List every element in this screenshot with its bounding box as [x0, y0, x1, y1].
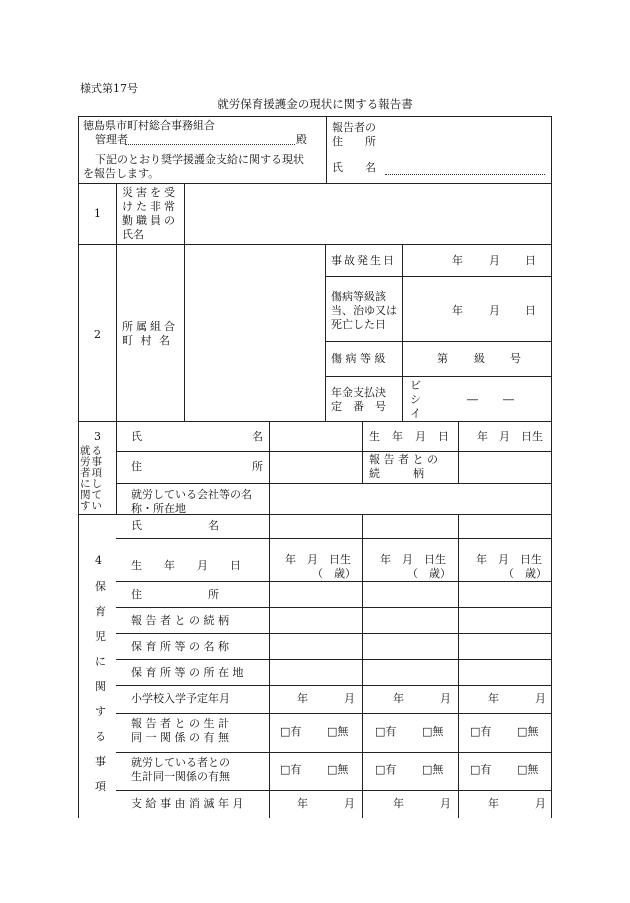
- child3-birth: 年 月 日生: [476, 553, 542, 566]
- child1-reporter-yes[interactable]: □有: [280, 725, 302, 738]
- sec3-birth-value: 年 月 日生: [477, 430, 543, 443]
- addressee-manager: 管理者: [95, 133, 128, 146]
- child2-worker-yes[interactable]: □有: [375, 763, 397, 776]
- sec1-number: 1: [94, 207, 101, 220]
- sec4-row-worker-livelihood-2: 生計同一関係の有無: [131, 770, 230, 783]
- sec4-row-nursery-address: 保 育 所 等 の 所 在 地: [131, 666, 244, 679]
- child3-reporter-yes[interactable]: □有: [470, 725, 492, 738]
- sec3-company-1: 就労している会社等の名: [131, 488, 252, 501]
- sec4-row-name: 氏 名: [131, 519, 219, 532]
- pension-label-1: 年金支払決: [331, 386, 386, 399]
- child3-term-month: 月: [535, 797, 546, 810]
- sec4-vert-8: 事: [95, 755, 106, 768]
- sec4-vert-5: 関: [95, 680, 106, 693]
- sec3-birth-3: 月: [415, 430, 426, 443]
- addressee-org: 徳島県市町村総合事務組合: [83, 119, 215, 132]
- sec4-vert-3: 児: [95, 630, 106, 643]
- sec3-vert-3: 者項: [80, 467, 103, 479]
- child2-school-year: 年: [393, 692, 404, 705]
- sec3-birth-2: 年: [392, 430, 403, 443]
- child2-school-month: 月: [440, 692, 451, 705]
- sec2-label-1: 所属組合: [122, 320, 178, 333]
- child1-term-year: 年: [297, 797, 308, 810]
- sec4-row-birth: 生 年 月 日: [131, 559, 241, 572]
- child3-school-month: 月: [535, 692, 546, 705]
- pension-dash-2: ―: [503, 393, 514, 406]
- sec3-relation-1: 報 告 者 と の: [369, 453, 438, 466]
- sec3-number: 3: [94, 430, 101, 443]
- reporter-name-line: [385, 174, 545, 175]
- accident-year: 年: [452, 254, 463, 267]
- child1-school-year: 年: [297, 692, 308, 705]
- sec4-vert-1: 保: [95, 580, 106, 593]
- grade-dai: 第: [437, 352, 448, 365]
- sec3-vert-2: 労事: [80, 456, 103, 468]
- sec4-row-nursery-name: 保 育 所 等 の 名 称: [131, 640, 229, 653]
- form-number: 様式第17号: [80, 82, 138, 95]
- sec3-vert-4: にし: [80, 478, 103, 490]
- kana-shi: シ: [410, 393, 421, 406]
- sec4-number: 4: [95, 554, 102, 567]
- child3-age: （ 歳）: [503, 567, 547, 580]
- sec1-label-2: けた非常: [122, 200, 178, 213]
- child1-school-month: 月: [344, 692, 355, 705]
- sec3-name-label: 氏: [131, 430, 142, 443]
- child2-reporter-yes[interactable]: □有: [375, 725, 397, 738]
- accident-month: 月: [489, 254, 500, 267]
- addressee-honorific: 殿: [296, 133, 307, 146]
- child2-reporter-no[interactable]: □無: [422, 725, 444, 738]
- sec4-vert-9: 項: [95, 780, 106, 793]
- disability-year: 年: [452, 304, 463, 317]
- reporter-label: 報告者の: [332, 121, 376, 134]
- child2-term-year: 年: [393, 797, 404, 810]
- child1-age: （ 歳）: [312, 567, 356, 580]
- reporter-name-label: 氏 名: [332, 161, 376, 174]
- child1-worker-no[interactable]: □無: [327, 763, 349, 776]
- sec4-vert-6: す: [95, 705, 106, 718]
- sec4-row-livelihood-1: 報 告 者 と の 生 計: [131, 717, 229, 730]
- disability-label-2: 当、治ゆ又は: [331, 304, 397, 317]
- manager-name-line: [125, 144, 295, 145]
- child3-school-year: 年: [488, 692, 499, 705]
- child1-term-month: 月: [344, 797, 355, 810]
- pension-label-2: 定 番 号: [331, 400, 386, 413]
- sec3-birth-4: 日: [438, 430, 449, 443]
- sec4-row-livelihood-2: 同 一 関 係 の 有 無: [131, 731, 229, 744]
- sec3-birth-1: 生: [369, 430, 380, 443]
- grade-kyu: 級: [474, 352, 485, 365]
- child1-birth: 年 月 日生: [285, 553, 351, 566]
- child2-age: （ 歳）: [407, 567, 451, 580]
- sec2-label-2: 町 村 名: [122, 334, 172, 347]
- form-title: 就労保育援護金の現状に関する報告書: [217, 97, 413, 111]
- child3-worker-no[interactable]: □無: [517, 763, 539, 776]
- sec3-vert-1: 就る: [80, 445, 103, 457]
- sec4-row-termination: 支 給 事 由 消 滅 年 月: [131, 797, 244, 810]
- sec4-row-address: 住 所: [131, 588, 219, 601]
- sec3-vert-5: 関て: [80, 489, 103, 501]
- sec4-row-relation: 報 告 者 と の 続 柄: [131, 614, 229, 627]
- child1-reporter-no[interactable]: □無: [327, 725, 349, 738]
- child2-birth: 年 月 日生: [380, 553, 446, 566]
- disability-day: 日: [525, 304, 536, 317]
- sec4-vert-7: る: [95, 730, 106, 743]
- reporter-address-label: 住 所: [332, 135, 376, 148]
- sec3-address-label: 住: [131, 460, 142, 473]
- intro-text-line2: を報告します。: [83, 167, 160, 180]
- kana-i: イ: [410, 407, 421, 420]
- intro-text-line1: 下記のとおり奨学援護金支給に関する現状: [95, 153, 304, 166]
- sec3-address-label-2: 所: [252, 460, 263, 473]
- sec3-name-label-2: 名: [252, 430, 263, 443]
- sec2-number: 2: [94, 328, 101, 341]
- sec4-row-worker-livelihood-1: 就労している者との: [131, 756, 230, 769]
- child3-reporter-no[interactable]: □無: [517, 725, 539, 738]
- kana-bi: ビ: [410, 379, 421, 392]
- sec3-company-2: 称・所在地: [131, 502, 186, 515]
- sec1-label-4: 氏名: [122, 228, 144, 241]
- sec4-vert-2: 育: [95, 605, 106, 618]
- pension-dash-1: ―: [467, 393, 478, 406]
- child2-worker-no[interactable]: □無: [422, 763, 444, 776]
- child2-term-month: 月: [440, 797, 451, 810]
- child3-worker-yes[interactable]: □有: [470, 763, 492, 776]
- sec4-vert-4: に: [95, 655, 106, 668]
- disability-month: 月: [489, 304, 500, 317]
- child3-term-year: 年: [488, 797, 499, 810]
- grade-go: 号: [510, 352, 521, 365]
- disability-label-1: 傷病等級該: [331, 290, 386, 303]
- disability-label-3: 死亡した日: [331, 318, 386, 331]
- sec1-label-1: 災害を受: [122, 186, 178, 199]
- sec4-row-school-entry: 小学校入学予定年月: [131, 692, 230, 705]
- sec3-relation-2: 続 柄: [369, 467, 424, 480]
- disability-grade-label: 傷 病 等 級: [331, 352, 386, 365]
- accident-day: 日: [525, 254, 536, 267]
- child1-worker-yes[interactable]: □有: [280, 763, 302, 776]
- sec3-vert-6: すい: [80, 500, 103, 512]
- sec1-label-3: 勤職員の: [122, 214, 178, 227]
- accident-date-label: 事故発生日: [331, 254, 396, 267]
